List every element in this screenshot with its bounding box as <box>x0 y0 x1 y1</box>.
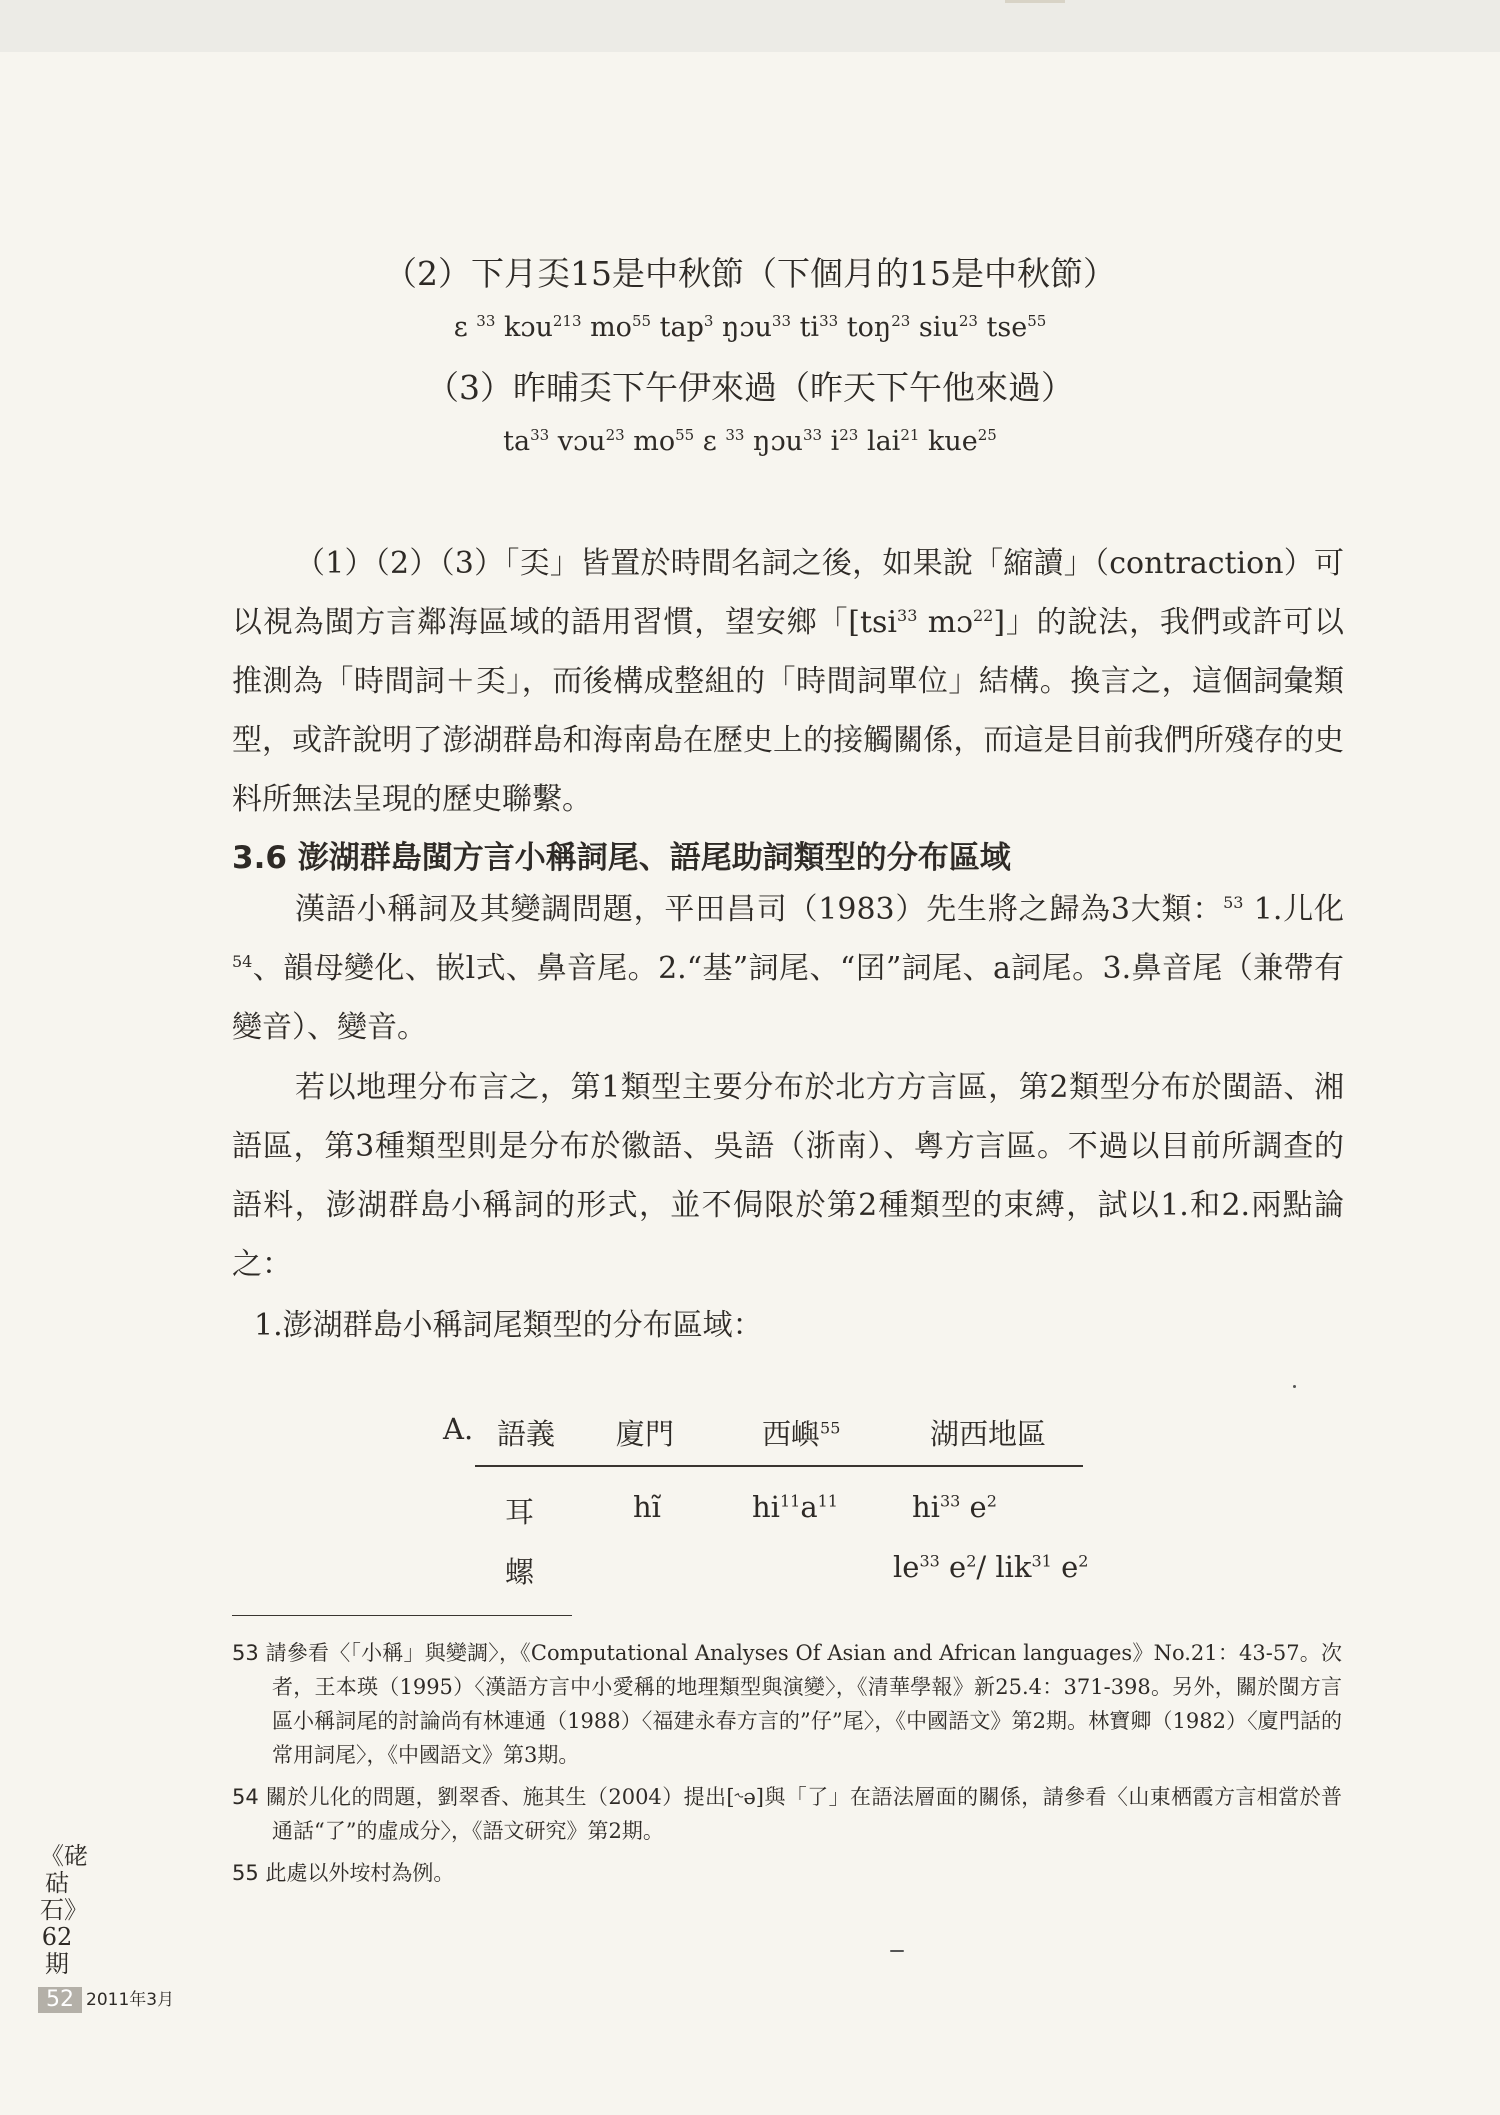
tone-number: 3 <box>703 312 714 330</box>
tone-number: 55 <box>1027 312 1047 330</box>
ipa-syllable: toŋ <box>838 312 892 343</box>
tone-number: 33 <box>476 312 496 330</box>
example-2-ipa <box>0 298 1500 358</box>
para1-text-c: ]」的說法，我們或許可以推測為「時間詞＋奀」，而後構成整組的「時間詞單位」結構。換言之，這個詞彙類型，或許說明了澎湖群島和海南島在歷史上的接觸關係，而這是目前我們所殘存的史料所無法呈現的歷史聯繫。 <box>232 605 1344 817</box>
example-3-ipa <box>0 412 1500 472</box>
tone-mark: 22 <box>972 606 994 625</box>
ipa-syllable: ta <box>503 426 531 457</box>
ipa-syllable: vɔu <box>549 426 606 457</box>
tone-number: 23 <box>891 312 911 330</box>
tone-number: 33 <box>819 312 839 330</box>
tone-number: 33 <box>530 426 550 444</box>
ipa-syllable: kue <box>919 426 978 457</box>
example-2-chinese: （2）下月奀15是中秋節（下個月的15是中秋節） <box>384 254 1116 293</box>
table-label: A. <box>443 1412 474 1446</box>
row1-meaning: 耳 <box>505 1495 535 1529</box>
section-heading: 3.6 澎湖群島閩方言小稱詞尾、語尾助詞類型的分布區域 <box>232 840 1011 876</box>
row1-xiamen: hĩ <box>633 1490 661 1524</box>
paragraph-3: 若以地理分布言之，第1類型主要分布於北方方言區，第2類型分布於閩語、湘語區，第3種類型則是分布於徽語、吳語（浙南）、粵方言區。不過以目前所調查的語料，澎湖群島小稱詞的形式，並不侷限於第2種類型的束縛，試以1.和2.兩點論之： <box>232 1070 1344 1282</box>
header-huxi: 湖西地區 <box>930 1417 1047 1451</box>
journal-title-vertical: 《硓𥑮石》62期 <box>40 1842 88 1978</box>
ipa-syllable: i <box>822 426 840 457</box>
footnote-55: 55 此處以外垵村為例。 <box>232 1861 455 1885</box>
header-xiamen: 廈門 <box>616 1417 675 1451</box>
ipa-syllable: ε <box>453 312 477 343</box>
tone-number: 33 <box>802 426 823 444</box>
top-margin-band <box>0 0 1500 52</box>
ipa-syllable: ε <box>694 426 726 457</box>
ipa-syllable: ŋɔu <box>744 426 803 457</box>
footnotes <box>232 1636 1342 1898</box>
list-item-1: 1.澎湖群島小稱詞尾類型的分布區域： <box>254 1308 763 1343</box>
row1-xiyu: $hi^{11}a^{11}$ <box>752 1490 838 1524</box>
row2-meaning: 螺 <box>505 1555 535 1589</box>
tone-number: 55 <box>675 426 695 444</box>
footnote-ref-55: 55 <box>820 1418 841 1438</box>
scan-speck <box>890 1950 904 1952</box>
ipa-syllable: tap <box>651 312 704 343</box>
ipa-syllable: siu <box>910 312 959 343</box>
footnote-ref-54: 54 <box>232 952 253 971</box>
page-number: 52 <box>38 1987 82 2013</box>
ipa-syllable: mo <box>581 312 632 343</box>
row2-huxi: $le^{33}$ $e^2/$ lik$^{31}$ $e^2$ <box>893 1550 1089 1584</box>
scan-mark <box>1005 0 1065 3</box>
footnote-54: 54 關於儿化的問題，劉翠香、施其生（2004）提出[˞ə]與「了」在語法層面的關係，請參看〈山東栖霞方言相當於普通話“了”的虛成分〉，《語文研究》第2期。 <box>232 1785 1342 1843</box>
header-xiyu: 西嶼$^{55}$ <box>762 1417 841 1451</box>
paragraph-1 <box>232 534 1344 829</box>
tone-number: 213 <box>552 312 582 330</box>
paragraph-2 <box>232 880 1344 1057</box>
tone-number: 21 <box>900 426 920 444</box>
para2-text-a: 漢語小稱詞及其變調問題，平田昌司（1983）先生將之歸為3大類： <box>295 892 1224 927</box>
para1-text-b: mɔ <box>917 605 973 640</box>
header-meaning: 語義 <box>497 1417 556 1451</box>
issue-date: 2011年3月 <box>86 1990 175 2010</box>
row1-huxi: $hi^{33}$ $e^2$ <box>912 1490 997 1524</box>
table-header-rule <box>475 1465 1083 1467</box>
ipa-syllable: kɔu <box>495 312 553 343</box>
tone-number: 55 <box>631 312 652 330</box>
footnote-ref-53: 53 <box>1223 893 1244 912</box>
footnote-53: 53 請參看〈「小稱」與變調〉，《Computational Analyses Of Asian and African languages》No.21：43-57。次者，王本瑛（1995）〈漢語方言中小愛稱的地理類型與演變〉，《清華學報》新25.4：371-398。另外，關於閩方言區小稱詞尾的討論尚有林連通（1988）〈福建永春方言的”仔”尾〉，《中國語文》第2期。林寶卿（1982）〈廈門話的常用詞尾〉，《中國語文》第3期。 <box>232 1641 1342 1767</box>
ipa-syllable: ti <box>791 312 820 343</box>
para1-text-a: （1）（2）（3）「奀」皆置於時間名詞之後，如果說「縮讀」（contraction）可以視為閩方言鄰海區域的語用習慣，望安鄉「[tsi <box>232 546 1344 640</box>
tone-number: 23 <box>958 312 978 330</box>
example-3-chinese: （3）昨晡奀下午伊來過（昨天下午他來過） <box>426 368 1074 407</box>
tone-number: 23 <box>839 426 859 444</box>
scan-speck <box>1293 1385 1296 1388</box>
ipa-syllable: mo <box>624 426 676 457</box>
tone-mark: 33 <box>897 606 918 625</box>
examples-block <box>0 250 1500 472</box>
ipa-syllable: lai <box>858 426 901 457</box>
para2-text-c: 、韻母變化、嵌l式、鼻音尾。2.“基”詞尾、“囝”詞尾、a詞尾。3.鼻音尾（兼帶有變音）、變音。 <box>232 951 1344 1045</box>
tone-number: 33 <box>725 426 745 444</box>
footnote-separator <box>232 1615 572 1616</box>
ipa-syllable: ŋɔu <box>713 312 772 343</box>
para2-text-b: 1.儿化 <box>1243 892 1344 927</box>
tone-number: 25 <box>977 426 997 444</box>
tone-number: 23 <box>605 426 625 444</box>
ipa-syllable: tse <box>977 312 1028 343</box>
tone-number: 33 <box>771 312 791 330</box>
